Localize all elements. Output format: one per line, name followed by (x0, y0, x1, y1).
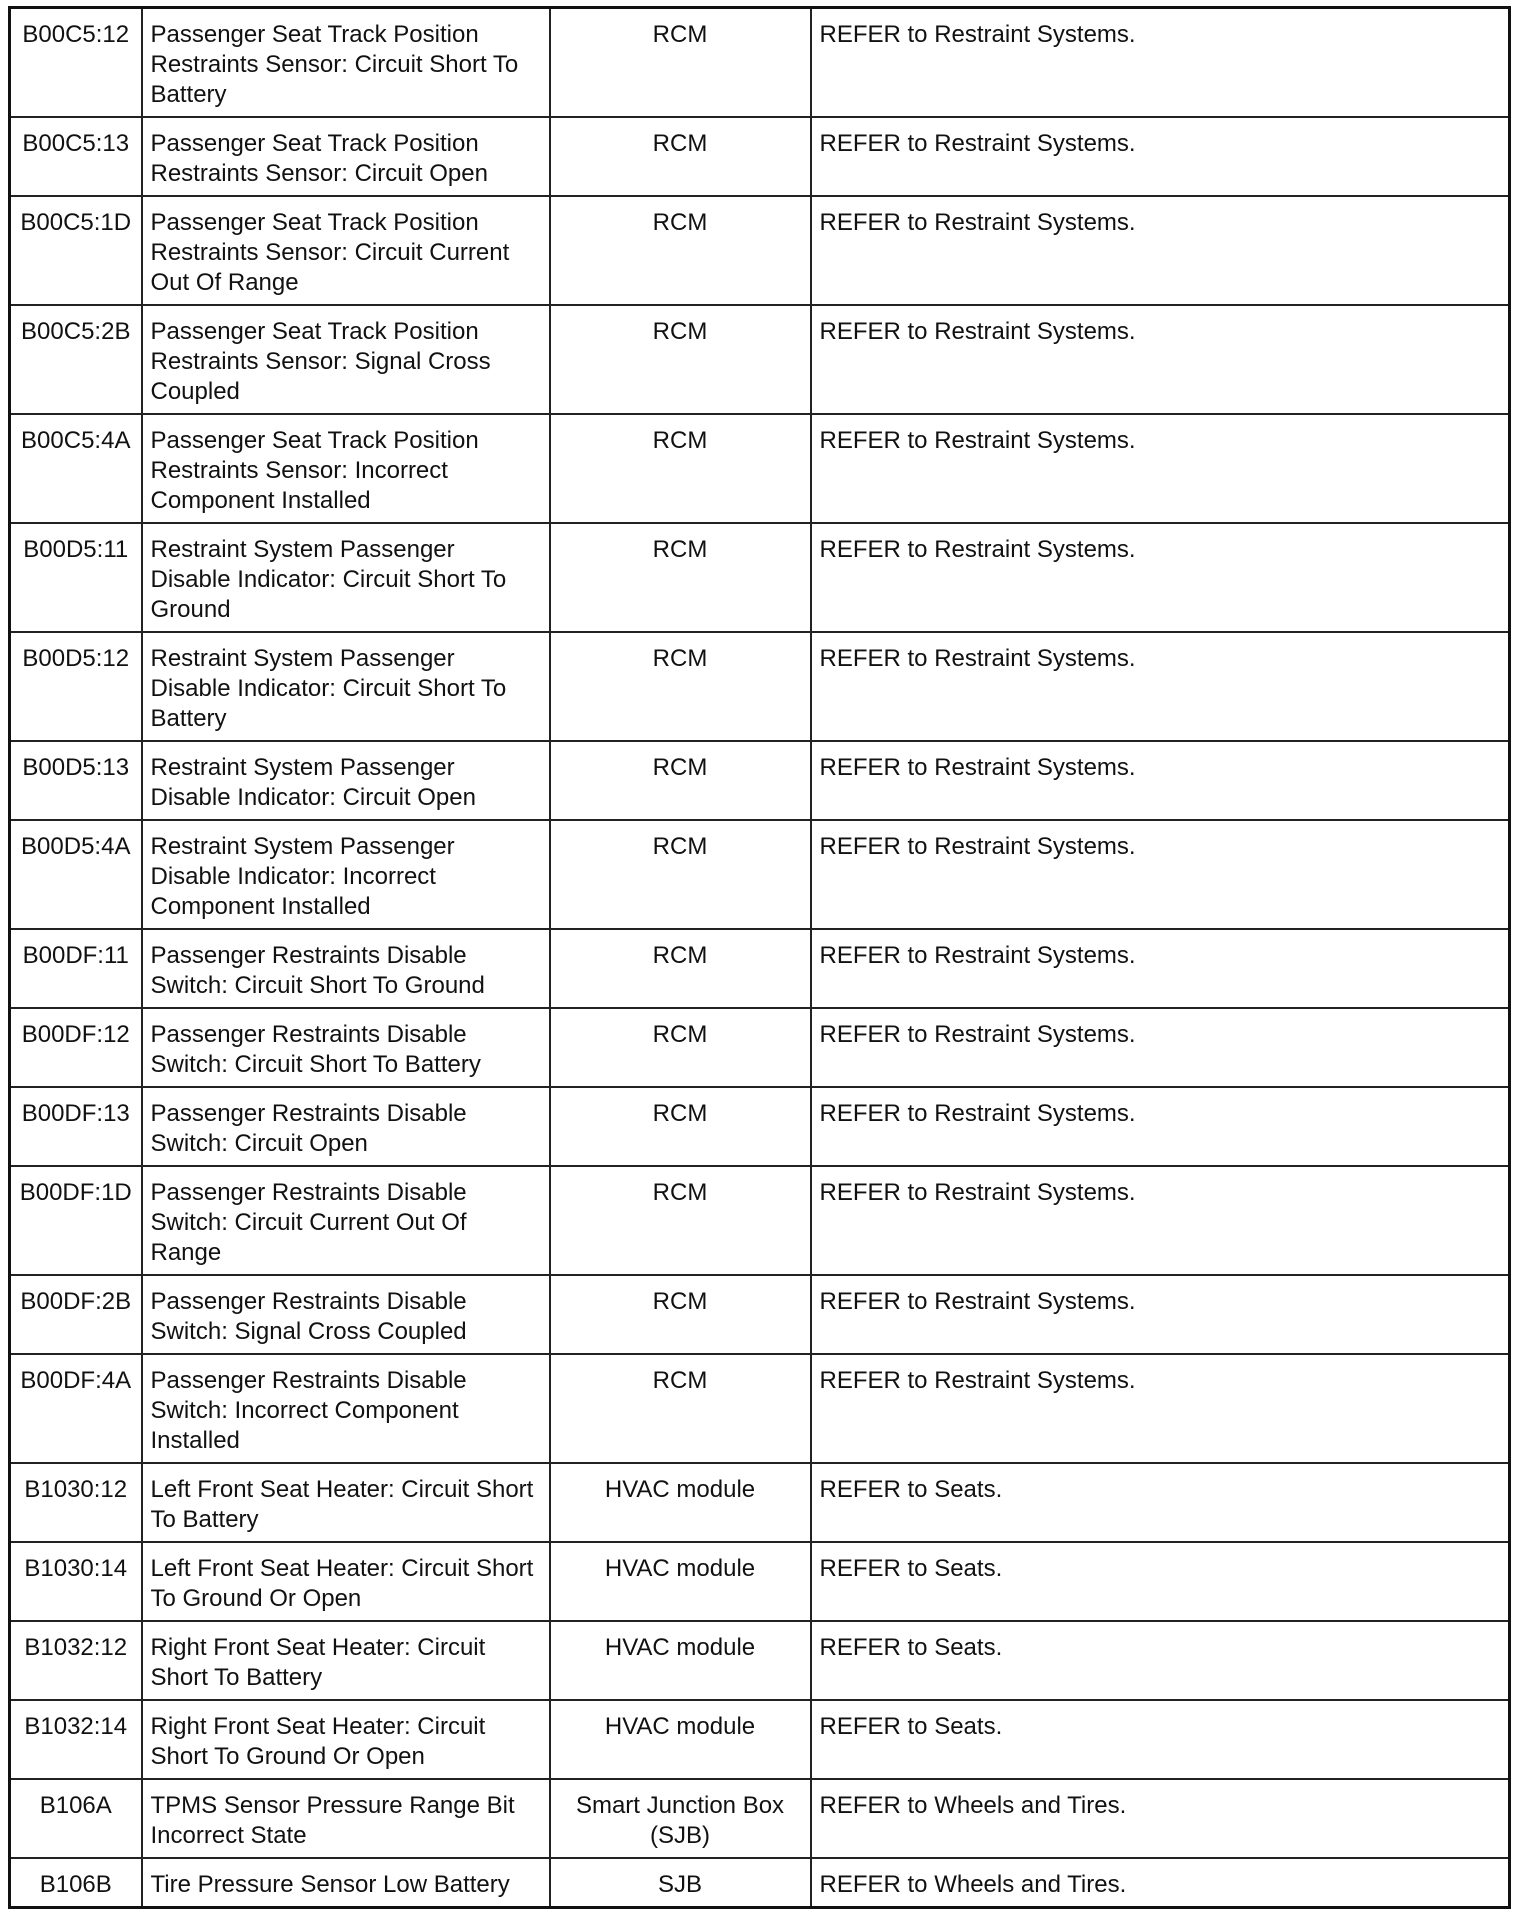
dtc-description: Restraint System Passenger Disable Indicator: Incorrect Component Installed (142, 820, 550, 929)
dtc-action: REFER to Seats. (811, 1463, 1510, 1542)
dtc-module: RCM (550, 820, 811, 929)
dtc-module: HVAC module (550, 1463, 811, 1542)
dtc-description: Passenger Restraints Disable Switch: Circuit Short To Ground (142, 929, 550, 1008)
dtc-description: Right Front Seat Heater: Circuit Short To Ground Or Open (142, 1700, 550, 1779)
dtc-module: RCM (550, 196, 811, 305)
dtc-description: Passenger Seat Track Position Restraints Sensor: Incorrect Component Installed (142, 414, 550, 523)
dtc-code: B00DF:2B (10, 1275, 142, 1354)
dtc-action: REFER to Seats. (811, 1621, 1510, 1700)
dtc-action: REFER to Seats. (811, 1542, 1510, 1621)
dtc-action: REFER to Restraint Systems. (811, 820, 1510, 929)
table-row (10, 414, 1510, 523)
table-row (10, 1621, 1510, 1700)
dtc-action: REFER to Restraint Systems. (811, 1275, 1510, 1354)
dtc-description: Passenger Seat Track Position Restraints Sensor: Circuit Current Out Of Range (142, 196, 550, 305)
dtc-action: REFER to Restraint Systems. (811, 1087, 1510, 1166)
dtc-description: Passenger Restraints Disable Switch: Circuit Open (142, 1087, 550, 1166)
dtc-action: REFER to Restraint Systems. (811, 414, 1510, 523)
dtc-code: B00C5:12 (10, 8, 142, 118)
dtc-description: Restraint System Passenger Disable Indicator: Circuit Short To Ground (142, 523, 550, 632)
dtc-description: Passenger Restraints Disable Switch: Incorrect Component Installed (142, 1354, 550, 1463)
dtc-code: B00C5:2B (10, 305, 142, 414)
table-row (10, 741, 1510, 820)
dtc-action: REFER to Restraint Systems. (811, 117, 1510, 196)
table-row (10, 1779, 1510, 1858)
dtc-description: Passenger Restraints Disable Switch: Circuit Short To Battery (142, 1008, 550, 1087)
dtc-code: B00D5:11 (10, 523, 142, 632)
dtc-description: Restraint System Passenger Disable Indicator: Circuit Open (142, 741, 550, 820)
dtc-module: RCM (550, 1166, 811, 1275)
dtc-code: B00D5:13 (10, 741, 142, 820)
table-row (10, 1463, 1510, 1542)
dtc-code: B00C5:13 (10, 117, 142, 196)
dtc-action: REFER to Restraint Systems. (811, 523, 1510, 632)
dtc-module: RCM (550, 414, 811, 523)
dtc-code: B1030:14 (10, 1542, 142, 1621)
dtc-action: REFER to Restraint Systems. (811, 1008, 1510, 1087)
dtc-code: B00DF:13 (10, 1087, 142, 1166)
table-row (10, 523, 1510, 632)
dtc-module: RCM (550, 8, 811, 118)
dtc-module: RCM (550, 929, 811, 1008)
table-row (10, 1700, 1510, 1779)
dtc-code: B106A (10, 1779, 142, 1858)
dtc-module: RCM (550, 1275, 811, 1354)
table-row (10, 820, 1510, 929)
table-row (10, 1008, 1510, 1087)
dtc-description: Right Front Seat Heater: Circuit Short To Battery (142, 1621, 550, 1700)
table-row (10, 305, 1510, 414)
dtc-code: B00DF:11 (10, 929, 142, 1008)
dtc-code: B00D5:12 (10, 632, 142, 741)
dtc-module: HVAC module (550, 1621, 811, 1700)
dtc-code: B1030:12 (10, 1463, 142, 1542)
table-row (10, 8, 1510, 118)
table-row (10, 1166, 1510, 1275)
table-row (10, 929, 1510, 1008)
dtc-description: Passenger Seat Track Position Restraints Sensor: Circuit Short To Battery (142, 8, 550, 118)
dtc-action: REFER to Restraint Systems. (811, 196, 1510, 305)
table-row (10, 1354, 1510, 1463)
dtc-module: HVAC module (550, 1542, 811, 1621)
dtc-module: RCM (550, 1087, 811, 1166)
dtc-action: REFER to Restraint Systems. (811, 741, 1510, 820)
dtc-action: REFER to Restraint Systems. (811, 305, 1510, 414)
dtc-module: SJB (550, 1858, 811, 1908)
dtc-code: B1032:14 (10, 1700, 142, 1779)
dtc-action: REFER to Wheels and Tires. (811, 1779, 1510, 1858)
dtc-module: HVAC module (550, 1700, 811, 1779)
table-row (10, 117, 1510, 196)
dtc-module: RCM (550, 305, 811, 414)
dtc-module: RCM (550, 632, 811, 741)
table-row (10, 1858, 1510, 1908)
dtc-description: Passenger Seat Track Position Restraints Sensor: Circuit Open (142, 117, 550, 196)
dtc-description: Left Front Seat Heater: Circuit Short To Ground Or Open (142, 1542, 550, 1621)
dtc-module: RCM (550, 117, 811, 196)
dtc-action: REFER to Restraint Systems. (811, 8, 1510, 118)
dtc-code: B00DF:1D (10, 1166, 142, 1275)
dtc-action: REFER to Restraint Systems. (811, 929, 1510, 1008)
dtc-action: REFER to Restraint Systems. (811, 632, 1510, 741)
dtc-description: Passenger Seat Track Position Restraints Sensor: Signal Cross Coupled (142, 305, 550, 414)
dtc-action: REFER to Restraint Systems. (811, 1354, 1510, 1463)
dtc-description: TPMS Sensor Pressure Range Bit Incorrect State (142, 1779, 550, 1858)
dtc-description: Passenger Restraints Disable Switch: Circuit Current Out Of Range (142, 1166, 550, 1275)
dtc-code: B00D5:4A (10, 820, 142, 929)
table-row (10, 1087, 1510, 1166)
dtc-description: Left Front Seat Heater: Circuit Short To Battery (142, 1463, 550, 1542)
dtc-action: REFER to Wheels and Tires. (811, 1858, 1510, 1908)
dtc-module: RCM (550, 741, 811, 820)
dtc-code: B106B (10, 1858, 142, 1908)
dtc-action: REFER to Restraint Systems. (811, 1166, 1510, 1275)
dtc-module: RCM (550, 1008, 811, 1087)
dtc-module: Smart Junction Box (SJB) (550, 1779, 811, 1858)
dtc-table (8, 6, 1511, 1909)
dtc-code: B00C5:4A (10, 414, 142, 523)
dtc-description: Passenger Restraints Disable Switch: Signal Cross Coupled (142, 1275, 550, 1354)
table-row (10, 1275, 1510, 1354)
dtc-code: B00C5:1D (10, 196, 142, 305)
dtc-code: B1032:12 (10, 1621, 142, 1700)
dtc-description: Restraint System Passenger Disable Indicator: Circuit Short To Battery (142, 632, 550, 741)
table-row (10, 196, 1510, 305)
dtc-code: B00DF:12 (10, 1008, 142, 1087)
dtc-module: RCM (550, 1354, 811, 1463)
dtc-description: Tire Pressure Sensor Low Battery (142, 1858, 550, 1908)
table-row (10, 632, 1510, 741)
dtc-action: REFER to Seats. (811, 1700, 1510, 1779)
dtc-code: B00DF:4A (10, 1354, 142, 1463)
dtc-module: RCM (550, 523, 811, 632)
table-row (10, 1542, 1510, 1621)
